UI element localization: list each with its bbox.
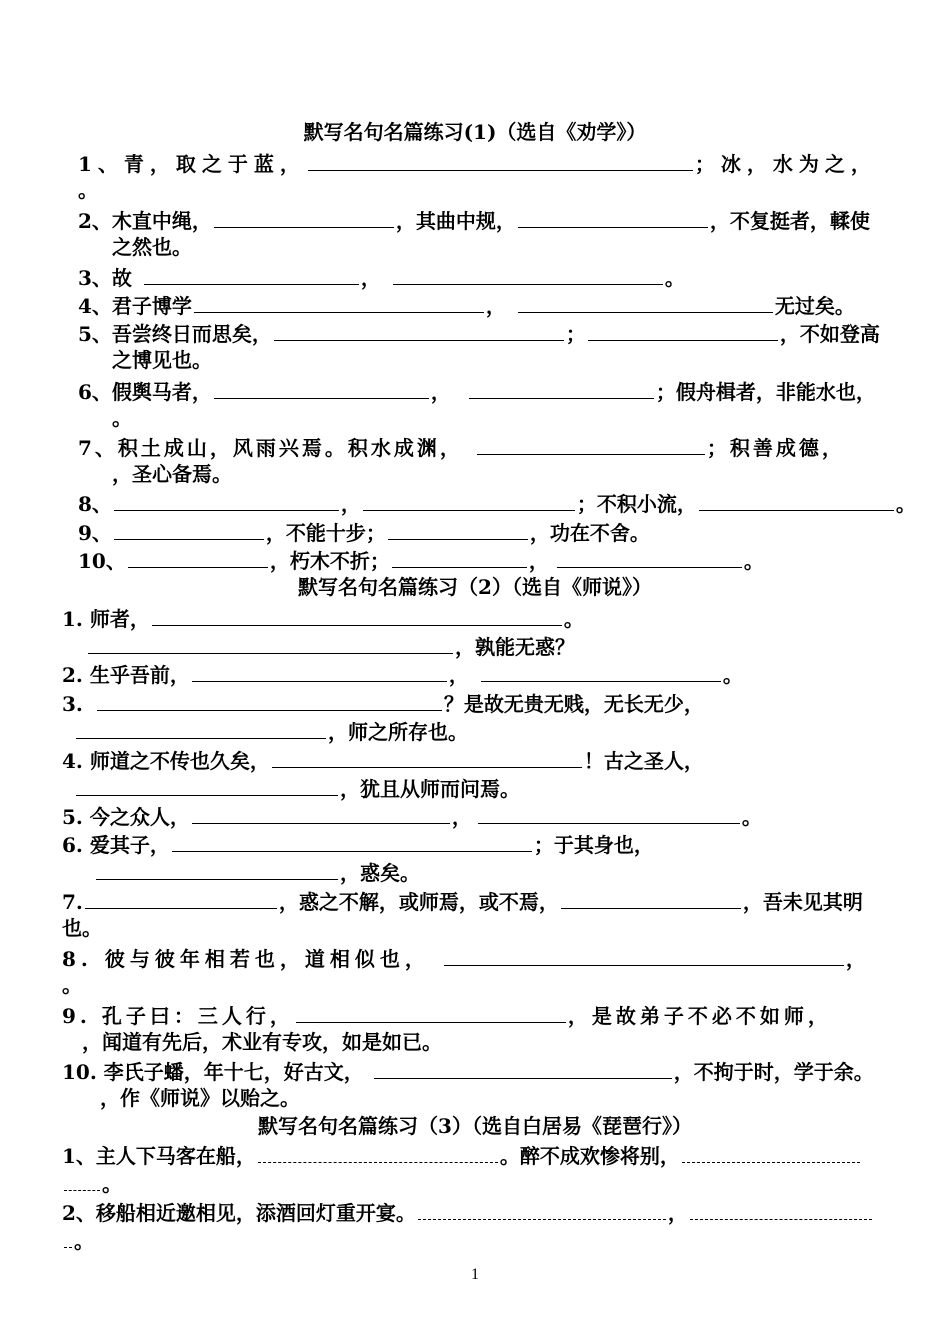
s2-q8-text-a: 8. 彼与彼年相若也，道相似也，: [62, 947, 430, 971]
answer-blank[interactable]: [272, 745, 582, 768]
s1-q2-cont: 之然也。: [112, 235, 192, 259]
s3-q1: [62, 1142, 862, 1170]
s2-q3-cont: [74, 716, 468, 744]
s1-q4-text-b: ，: [485, 294, 506, 318]
answer-blank[interactable]: [152, 603, 562, 626]
s2-q10-cont: ，作《师说》以贻之。: [100, 1086, 300, 1110]
s2-q3-text-b: ？是故无贵无贱，无长无少，: [443, 692, 704, 716]
s1-q6-end: 。: [112, 406, 132, 430]
s1-q8-text-b: ，: [340, 492, 361, 516]
answer-blank[interactable]: [76, 716, 326, 739]
s1-q1-end: 。: [78, 178, 98, 202]
answer-blank[interactable]: [64, 1172, 100, 1191]
s1-q9-text-b: ，不能十步；: [265, 521, 386, 545]
section-1-title: 默写名句名篇练习(1)（选自《劝学》）: [303, 120, 647, 144]
s3-q2-text-c: 。: [74, 1229, 94, 1253]
s2-q5-text-a: 5. 今之众人，: [62, 805, 190, 829]
s1-q9: [78, 517, 650, 545]
s1-q5: [78, 318, 880, 346]
answer-blank[interactable]: [418, 1201, 666, 1220]
answer-blank[interactable]: [258, 1144, 498, 1163]
page-number: 1: [471, 1266, 479, 1283]
s2-q6-text-c: ，惑矣。: [340, 861, 420, 885]
s1-q1-text-b: ；冰，水为之，: [694, 152, 877, 176]
answer-blank[interactable]: [88, 631, 453, 654]
s1-q9-text-c: ，功在不舍。: [529, 521, 650, 545]
s1-q1-text-a: 1、青，取之于蓝，: [78, 152, 306, 176]
s1-q4-text-a: 4、君子博学: [78, 294, 192, 318]
s1-q7-text-b: ；积善成德，: [706, 436, 845, 460]
s2-q7-text-b: ，惑之不解，或师焉，或不焉，: [278, 890, 559, 914]
answer-blank[interactable]: [192, 801, 450, 824]
answer-blank[interactable]: [478, 801, 740, 824]
s1-q7-cont: ，圣心备焉。: [112, 462, 232, 486]
s1-q8-text-d: 。: [895, 492, 916, 516]
s2-q4-text-c: ，犹且从师而问焉。: [340, 777, 520, 801]
s2-q2-text-b: ，: [448, 663, 469, 687]
answer-blank[interactable]: [97, 688, 442, 711]
answer-blank[interactable]: [128, 545, 268, 568]
s2-q10: [62, 1056, 874, 1084]
s2-q3: [62, 688, 704, 716]
s2-q1-text-c: ，孰能无惑？: [455, 635, 575, 659]
answer-blank[interactable]: [144, 262, 359, 285]
s2-q10-text-b: ，不拘于时，学于余。: [673, 1060, 874, 1084]
s3-q2-text-a: 2、移船相近邀相见，添酒回灯重开宴。: [62, 1201, 416, 1225]
answer-blank[interactable]: [114, 488, 339, 511]
s1-q2-text-c: ，不复挺者，輮使: [709, 209, 870, 233]
section-3-title: 默写名句名篇练习（3）（选自白居易《琵琶行》）: [258, 1114, 692, 1138]
s1-q8-text-c: ；不积小流，: [576, 492, 697, 516]
s2-q4-text-b: ！古之圣人，: [583, 749, 704, 773]
s2-q5-text-c: 。: [741, 805, 762, 829]
answer-blank[interactable]: [214, 376, 429, 399]
s3-q2-text-b: ，: [667, 1201, 688, 1225]
answer-blank[interactable]: [85, 886, 277, 909]
s2-q9-text-a: 9. 孔子曰：三人行，: [62, 1004, 294, 1028]
s1-q2-text-a: 2、木直中绳，: [78, 209, 212, 233]
s1-q10-text-c: ，: [528, 549, 549, 573]
s1-q8: [78, 488, 916, 516]
s1-q10: [78, 545, 764, 573]
s1-q3: [78, 262, 685, 290]
s2-q10-text-a: 10. 李氏子蟠，年十七，好古文，: [62, 1060, 364, 1084]
s2-q5: [62, 801, 762, 829]
answer-blank[interactable]: [682, 1144, 860, 1163]
s1-q8-text-a: 8、: [78, 492, 112, 516]
s1-q2: [78, 205, 870, 233]
s1-q5-text-b: ；: [565, 322, 586, 346]
answer-blank[interactable]: [172, 829, 532, 852]
answer-blank[interactable]: [690, 1201, 872, 1220]
answer-blank[interactable]: [76, 773, 338, 796]
s3-q1-cont: [62, 1170, 122, 1198]
s1-q5-cont: 之博见也。: [112, 348, 212, 372]
s2-q6-cont: [94, 857, 420, 885]
s1-q10-text-a: 10、: [78, 549, 126, 573]
answer-blank[interactable]: [469, 376, 654, 399]
s3-q1-text-c: 。: [102, 1172, 122, 1196]
answer-blank[interactable]: [114, 517, 264, 540]
s2-q7-cont: 也。: [62, 916, 102, 940]
s2-q1-text-a: 1. 师者，: [62, 607, 150, 631]
answer-blank[interactable]: [274, 318, 564, 341]
answer-blank[interactable]: [518, 205, 708, 228]
s1-q2-text-b: ，其曲中规，: [395, 209, 516, 233]
answer-blank[interactable]: [194, 290, 484, 313]
s2-q3-text-c: ，师之所存也。: [328, 720, 468, 744]
section-2-title: 默写名句名篇练习（2）（选自《师说》）: [298, 575, 652, 599]
s3-q2-cont: [62, 1227, 94, 1255]
answer-blank[interactable]: [557, 545, 742, 568]
s1-q5-text-a: 5、吾尝终日而思矣，: [78, 322, 272, 346]
answer-blank[interactable]: [699, 488, 894, 511]
s1-q3-text-c: 。: [664, 266, 685, 290]
s2-q2-text-c: 。: [722, 663, 743, 687]
s1-q5-text-c: ，不如登高: [779, 322, 880, 346]
s1-q10-text-b: ，朽木不折；: [269, 549, 390, 573]
s3-q1-text-b: 。醉不成欢惨将别，: [499, 1144, 680, 1168]
s2-q9: [62, 1000, 832, 1028]
s2-q2-text-a: 2. 生乎吾前，: [62, 663, 190, 687]
s2-q1-text-b: 。: [563, 607, 584, 631]
s2-q8-end: 。: [62, 973, 82, 997]
s2-q3-text-a: 3.: [62, 692, 83, 716]
answer-blank[interactable]: [393, 262, 663, 285]
answer-blank[interactable]: [388, 517, 528, 540]
s2-q9-cont: ，闻道有先后，术业有专攻，如是如已。: [82, 1030, 442, 1054]
s1-q9-text-a: 9、: [78, 521, 112, 545]
s3-q2: [62, 1199, 874, 1227]
s1-q6: [78, 376, 876, 404]
s2-q7-text-c: ，吾未见其明: [742, 890, 863, 914]
answer-blank[interactable]: [518, 290, 773, 313]
answer-blank[interactable]: [588, 318, 778, 341]
s2-q8: [62, 943, 871, 971]
s2-q6-text-b: ；于其身也，: [533, 833, 654, 857]
answer-blank[interactable]: [296, 1000, 566, 1023]
s1-q4-text-c: 无过矣。: [774, 294, 855, 318]
answer-blank[interactable]: [477, 432, 705, 455]
s1-q6-text-c: ；假舟楫者，非能水也，: [655, 380, 876, 404]
s1-q7: [78, 432, 845, 460]
answer-blank[interactable]: [192, 659, 447, 682]
s2-q8-text-b: ，: [845, 947, 871, 971]
s2-q4-text-a: 4. 师道之不传也久矣，: [62, 749, 270, 773]
s1-q7-text-a: 7、积土成山，风雨兴焉。积水成渊，: [78, 436, 463, 460]
s2-q1-cont: [86, 631, 575, 659]
answer-blank[interactable]: [374, 1056, 672, 1079]
s2-q4: [62, 745, 704, 773]
s1-q6-text-b: ，: [430, 380, 451, 404]
s2-q9-text-b: ，是故弟子不必不如师，: [567, 1004, 832, 1028]
s2-q6: [62, 829, 654, 857]
s2-q5-text-b: ，: [451, 805, 472, 829]
s1-q10-text-d: 。: [743, 549, 764, 573]
answer-blank[interactable]: [481, 659, 721, 682]
s1-q4: [78, 290, 855, 318]
answer-blank[interactable]: [96, 857, 338, 880]
s1-q1: [78, 148, 877, 176]
s1-q6-text-a: 6、假舆马者，: [78, 380, 212, 404]
s2-q2: [62, 659, 743, 687]
answer-blank[interactable]: [308, 148, 693, 171]
answer-blank[interactable]: [561, 886, 741, 909]
answer-blank[interactable]: [214, 205, 394, 228]
answer-blank[interactable]: [444, 943, 844, 966]
s2-q1: [62, 603, 584, 631]
s2-q7-text-a: 7.: [62, 890, 83, 914]
s2-q7: [62, 886, 863, 914]
answer-blank[interactable]: [392, 545, 527, 568]
answer-blank[interactable]: [363, 488, 575, 511]
s2-q6-text-a: 6. 爱其子，: [62, 833, 170, 857]
s1-q3-text-a: 3、故: [78, 266, 132, 290]
s2-q4-cont: [74, 773, 520, 801]
s3-q1-text-a: 1、主人下马客在船，: [62, 1144, 256, 1168]
answer-blank[interactable]: [64, 1229, 72, 1248]
s1-q3-text-b: ，: [360, 266, 381, 290]
